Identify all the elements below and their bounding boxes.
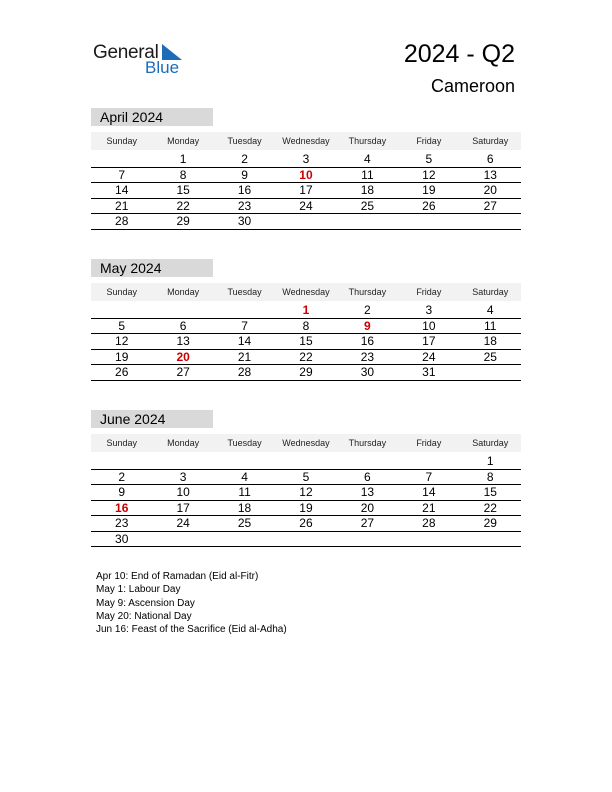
day-cell: 21 <box>115 198 129 213</box>
week-row <box>91 168 521 184</box>
day-cell: 23 <box>360 349 375 364</box>
day-cell <box>460 214 521 229</box>
day-cell: 3 <box>425 303 433 317</box>
day-cell: 25 <box>360 198 375 213</box>
day-cell: 28 <box>422 516 436 530</box>
weekday-label: Tuesday <box>227 438 262 448</box>
day-cell: 4 <box>486 303 494 317</box>
day-cell: 3 <box>302 152 310 166</box>
week-row <box>91 183 521 199</box>
day-cell: 2 <box>364 303 371 317</box>
day-cell: 19 <box>115 349 129 364</box>
logo-blue-text: Blue <box>145 58 180 77</box>
day-cell: 30 <box>237 214 252 228</box>
day-cell <box>398 532 459 547</box>
day-cell: 14 <box>422 485 436 499</box>
day-cell <box>398 214 459 229</box>
month-label: May 2024 <box>91 259 213 277</box>
month-block <box>91 259 521 381</box>
day-cell: 27 <box>176 365 190 379</box>
day-cell: 26 <box>115 365 129 379</box>
day-cell: 11 <box>484 318 497 333</box>
weekday-label: Thursday <box>348 287 387 297</box>
day-cell <box>460 532 521 547</box>
holiday-note: May 9: Ascension Day <box>96 597 195 609</box>
day-cell: 5 <box>118 318 126 333</box>
day-cell: 20 <box>176 349 190 364</box>
day-cell: 13 <box>360 485 375 499</box>
weekday-label: Wednesday <box>282 136 330 146</box>
month-label: April 2024 <box>91 108 213 126</box>
weekday-label: Wednesday <box>282 438 330 448</box>
day-cell: 21 <box>237 349 252 364</box>
day-cell: 5 <box>302 469 310 484</box>
weekday-label: Friday <box>416 438 442 448</box>
weekday-label: Monday <box>167 287 200 297</box>
day-cell: 19 <box>422 183 436 197</box>
day-cell: 16 <box>360 334 375 348</box>
day-cell: 15 <box>483 485 497 499</box>
day-cell: 20 <box>483 183 497 197</box>
day-cell: 12 <box>115 334 129 348</box>
day-cell: 17 <box>422 334 436 348</box>
day-cell: 25 <box>237 516 252 530</box>
day-cell: 10 <box>176 485 190 499</box>
day-cell: 26 <box>422 198 436 213</box>
weekday-label: Saturday <box>472 438 509 448</box>
day-cell <box>214 303 275 318</box>
day-cell: 26 <box>299 516 313 530</box>
day-cell <box>275 454 336 469</box>
day-cell: 12 <box>422 167 436 182</box>
weekday-label: Monday <box>167 136 200 146</box>
country-name: Cameroon <box>430 76 515 96</box>
day-cell <box>152 532 213 547</box>
month-block <box>91 108 521 230</box>
holiday-notes <box>96 570 287 636</box>
week-row <box>91 350 521 366</box>
weekday-label: Friday <box>416 287 442 297</box>
day-cell: 7 <box>241 318 248 333</box>
week-row <box>91 485 521 501</box>
day-cell <box>337 214 398 229</box>
weekday-label: Monday <box>167 438 200 448</box>
weekday-header <box>91 434 521 452</box>
day-cell: 19 <box>299 500 313 515</box>
day-cell: 14 <box>237 334 252 348</box>
day-cell: 1 <box>486 454 494 468</box>
week-row <box>91 199 521 215</box>
weekday-header <box>91 132 521 150</box>
brand-logo <box>93 42 193 78</box>
day-cell: 11 <box>361 167 374 182</box>
day-cell: 8 <box>302 318 310 333</box>
weekday-label: Tuesday <box>227 287 262 297</box>
day-cell: 10 <box>299 167 313 182</box>
day-cell: 3 <box>179 469 187 484</box>
weekday-label: Sunday <box>106 438 137 448</box>
week-row <box>91 532 521 548</box>
day-cell: 4 <box>241 469 248 484</box>
day-cell: 1 <box>302 303 310 317</box>
day-cell: 17 <box>176 500 190 515</box>
week-row <box>91 214 521 230</box>
day-cell: 2 <box>241 152 248 166</box>
day-cell: 15 <box>299 334 313 348</box>
day-cell: 16 <box>237 183 252 197</box>
day-cell: 24 <box>299 198 313 213</box>
day-cell: 13 <box>176 334 190 348</box>
day-cell: 12 <box>299 485 313 499</box>
day-cell <box>91 454 152 469</box>
day-cell <box>214 454 275 469</box>
day-cell: 18 <box>360 183 375 197</box>
day-cell: 7 <box>118 167 126 182</box>
week-row <box>91 152 521 168</box>
day-cell: 29 <box>176 214 190 228</box>
day-cell: 5 <box>425 152 433 166</box>
day-cell <box>337 454 398 469</box>
holiday-note: Jun 16: Feast of the Sacrifice (Eid al-Adha) <box>96 624 287 636</box>
logo-general-text: General <box>93 42 159 63</box>
day-cell: 30 <box>115 531 129 546</box>
day-cell: 11 <box>238 485 251 499</box>
day-cell: 6 <box>486 152 494 166</box>
day-cell <box>214 532 275 547</box>
day-cell: 24 <box>422 349 436 364</box>
day-cell: 27 <box>360 516 375 530</box>
day-cell <box>398 454 459 469</box>
page-title: 2024 - Q2 <box>403 40 515 68</box>
day-cell <box>460 365 521 380</box>
day-cell <box>275 214 336 229</box>
day-cell: 20 <box>360 500 375 515</box>
day-cell: 8 <box>486 469 494 484</box>
day-cell <box>152 454 213 469</box>
weekday-label: Thursday <box>348 438 387 448</box>
weekday-header <box>91 283 521 301</box>
day-cell: 9 <box>364 318 371 333</box>
month-block <box>91 410 521 547</box>
day-cell <box>152 303 213 318</box>
day-cell: 9 <box>241 167 248 182</box>
week-row <box>91 470 521 486</box>
day-cell: 8 <box>179 167 187 182</box>
holiday-note: Apr 10: End of Ramadan (Eid al-Fitr) <box>96 571 259 582</box>
day-cell: 31 <box>422 365 436 379</box>
day-cell: 22 <box>483 500 497 515</box>
week-row <box>91 365 521 381</box>
day-cell: 28 <box>237 365 252 379</box>
weekday-label: Wednesday <box>282 287 330 297</box>
week-row <box>91 501 521 517</box>
day-cell: 22 <box>299 349 313 364</box>
day-cell: 29 <box>299 365 313 379</box>
day-cell: 30 <box>360 365 375 379</box>
weekday-label: Sunday <box>106 136 137 146</box>
day-cell: 18 <box>237 500 252 515</box>
day-cell <box>337 532 398 547</box>
week-row <box>91 454 521 470</box>
day-cell: 6 <box>364 469 371 484</box>
day-cell: 21 <box>422 500 436 515</box>
weekday-label: Saturday <box>472 136 509 146</box>
day-cell: 16 <box>115 500 129 515</box>
day-cell <box>91 152 152 167</box>
day-cell: 6 <box>179 318 187 333</box>
weekday-label: Tuesday <box>227 136 262 146</box>
week-row <box>91 334 521 350</box>
day-cell: 27 <box>483 198 497 213</box>
weekday-label: Sunday <box>106 287 137 297</box>
day-cell: 28 <box>115 214 129 228</box>
day-cell: 13 <box>483 167 497 182</box>
day-cell: 23 <box>237 198 252 213</box>
day-cell: 7 <box>425 469 433 484</box>
day-cell: 10 <box>422 318 436 333</box>
day-cell <box>91 303 152 318</box>
week-row <box>91 319 521 335</box>
day-cell: 29 <box>483 516 497 530</box>
week-row <box>91 303 521 319</box>
day-cell: 14 <box>115 183 129 197</box>
week-row <box>91 516 521 532</box>
month-label: June 2024 <box>91 410 213 428</box>
weekday-label: Friday <box>416 136 442 146</box>
day-cell: 18 <box>483 334 497 348</box>
day-cell: 15 <box>176 183 190 197</box>
weekday-label: Thursday <box>348 136 387 146</box>
day-cell <box>275 532 336 547</box>
day-cell: 2 <box>118 469 126 484</box>
day-cell: 4 <box>364 152 371 166</box>
holiday-note: May 20: National Day <box>96 610 192 622</box>
day-cell: 22 <box>176 198 190 213</box>
day-cell: 9 <box>118 485 126 499</box>
day-cell: 23 <box>115 516 129 530</box>
day-cell: 25 <box>483 349 497 364</box>
day-cell: 1 <box>179 152 187 166</box>
day-cell: 24 <box>176 516 190 530</box>
weekday-label: Saturday <box>472 287 509 297</box>
holiday-note: May 1: Labour Day <box>96 584 181 596</box>
day-cell: 17 <box>299 183 313 197</box>
